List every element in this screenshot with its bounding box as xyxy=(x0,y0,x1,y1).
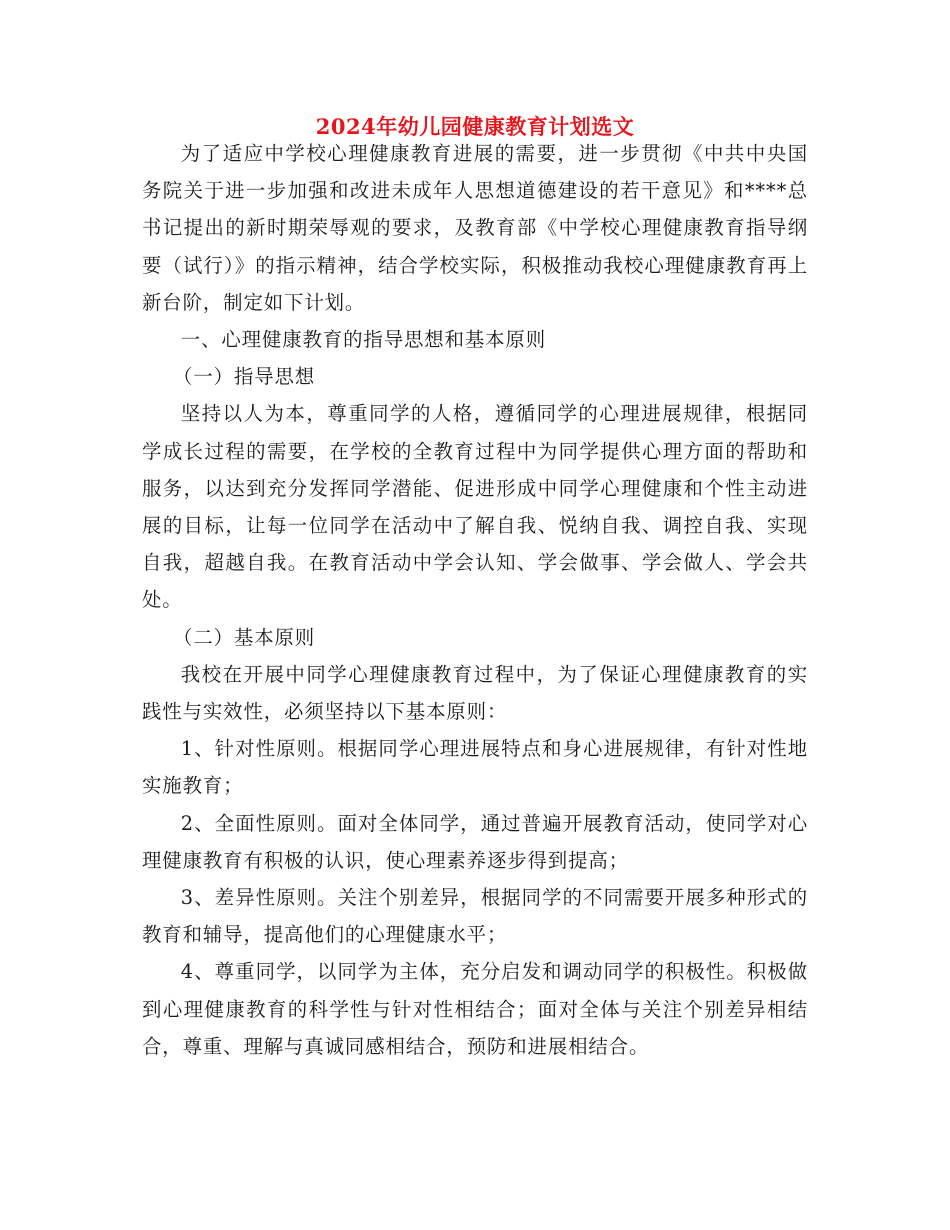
subsection-heading-guiding-thought: （一）指导思想 xyxy=(173,365,316,389)
subsection-heading-basic-principles: （二）基本原则 xyxy=(173,625,316,649)
paragraph-principle-1: 1、针对性原则。根据同学心理进展特点和身心进展规律，有针对性地实施教育； xyxy=(142,737,808,798)
paragraph-intro: 为了适应中学校心理健康教育进展的需要，进一步贯彻《中共中央国务院关于进一步加强和改进未成年人思想道德建设的若干意见》和****总书记提出的新时期荣辱观的要求，及教育部《中学校心理健康教育指导纲要（试行）》的指示精神，结合学校实际，积极推动我校心理健康教育再上新台阶，制定如下计划。 xyxy=(142,142,808,314)
paragraph-guiding-thought: 坚持以人为本，尊重同学的人格，遵循同学的心理进展规律，根据同学成长过程的需要，在学校的全教育过程中为同学提供心理方面的帮助和服务，以达到充分发挥同学潜能、促进形成中同学心理健康和个性主动进展的目标，让每一位同学在活动中了解自我、悦纳自我、调控自我、实现自我，超越自我。在教育活动中学会认知、学会做事、学会做人、学会共处。 xyxy=(142,402,808,612)
document-title: 2024年幼儿园健康教育计划选文 xyxy=(315,114,635,139)
paragraph-principle-2: 2、全面性原则。面对全体同学，通过普遍开展教育活动，使同学对心理健康教育有积极的认识，使心理素养逐步得到提高； xyxy=(142,811,808,872)
paragraph-principle-4: 4、尊重同学，以同学为主体，充分启发和调动同学的积极性。积极做到心理健康教育的科学性与针对性相结合；面对全体与关注个别差异相结合，尊重、理解与真诚同感相结合，预防和进展相结合。 xyxy=(142,960,808,1058)
section-heading-1: 一、心理健康教育的指导思想和基本原则 xyxy=(180,328,547,352)
document-body xyxy=(142,135,808,1065)
paragraph-principles-intro: 我校在开展中同学心理健康教育过程中，为了保证心理健康教育的实践性与实效性，必须坚持以下基本原则： xyxy=(142,662,808,724)
paragraph-principle-3: 3、差异性原则。关注个别差异，根据同学的不同需要开展多种形式的教育和辅导，提高他们的心理健康水平； xyxy=(142,886,808,947)
